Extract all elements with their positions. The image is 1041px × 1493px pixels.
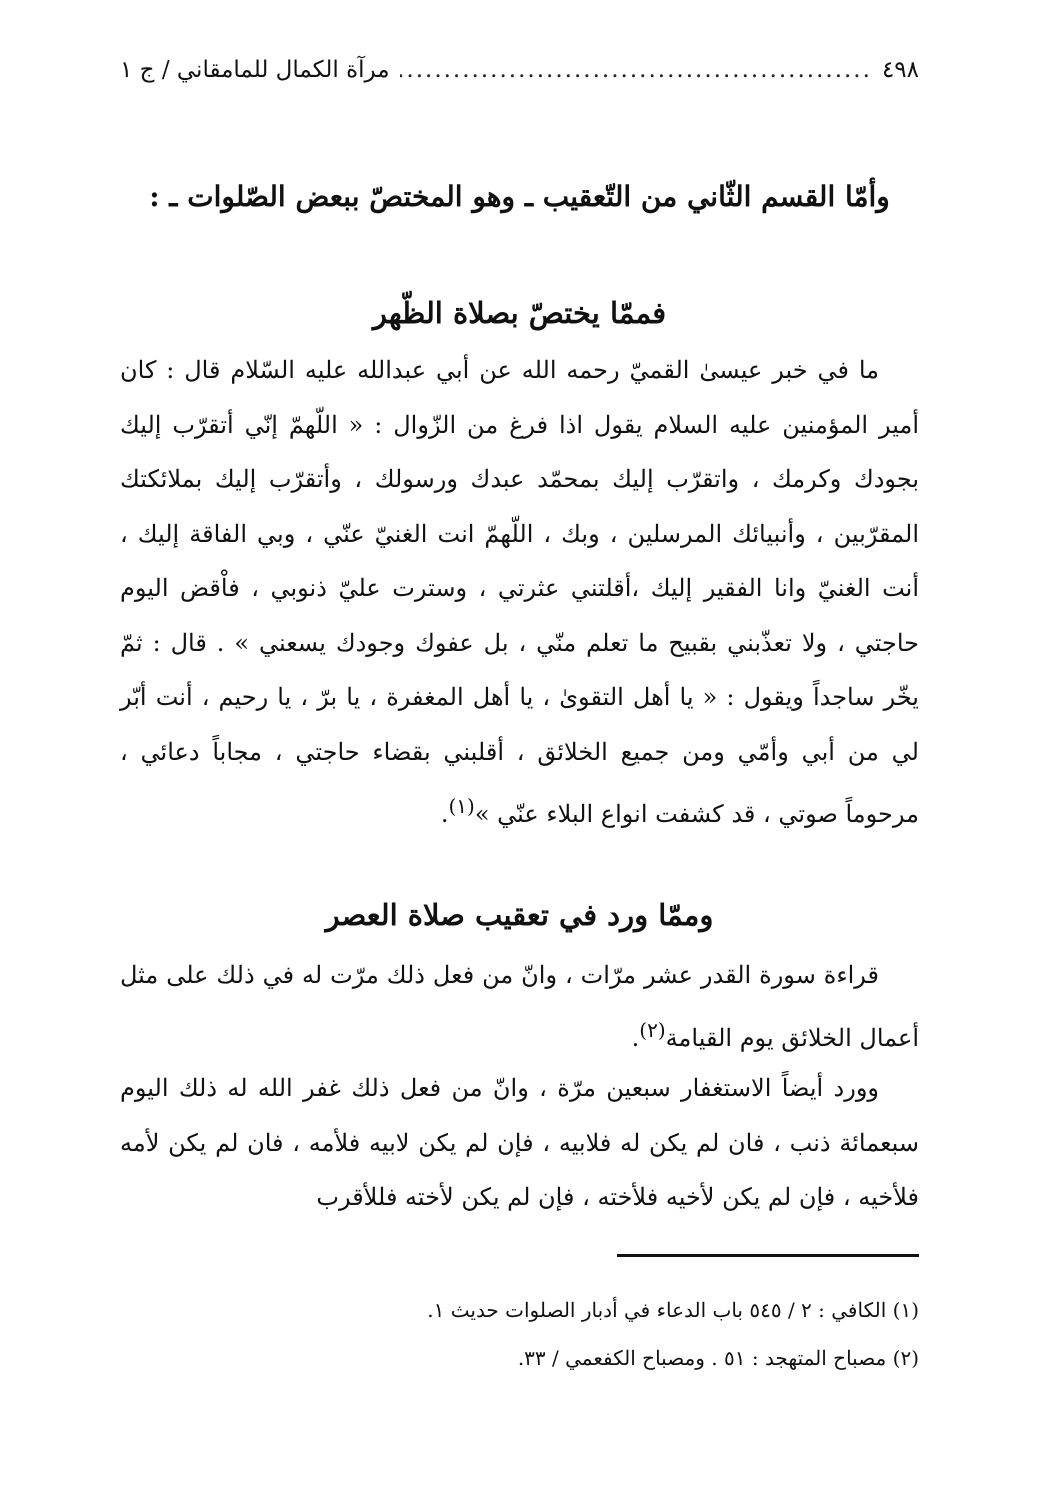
asr-paragraph-1-text: قراءة سورة القدر عشر مرّات ، وانّ من فعل ذلك مرّت له في ذلك على مثل أعمال الخلائق يوم القيامة <box>120 961 919 1052</box>
asr-paragraph-2: وورد أيضاً الاستغفار سبعين مرّة ، وانّ من فعل ذلك غفر الله له ذلك اليوم سبعمائة ذنب ، فان لم يكن له فلابيه ، فإن لم يكن لابيه فلأمه ، فان لم يكن لأمه فلأخيه ، فإن لم يكن لأخيه فلأخته ، فإن لم يكن لأخته فللأقرب <box>120 1074 919 1211</box>
footnote-2: (٢) مصباح المتهجد : ٥١ . ومصباح الكفعمي / ٣٣. <box>517 1346 919 1370</box>
footnote-separator <box>617 1254 919 1257</box>
zuhr-paragraph-end: . <box>440 800 449 828</box>
zuhr-paragraph-text: ما في خبر عيسىٰ القميّ رحمه الله عن أبي عبدالله عليه السّلام قال : كان أمير المؤمنين عليه السلام يقول اذا فرغ من الزّوال : « اللّهمّ إنّي أتقرّب إليك بجودك وكرمك ، واتقرّب إليك بمحمّد عبدك ورسولك ، وأتقرّب إليك بملائكتك المقرّبين ، وأنبيائك المرسلين ، وبك ، اللّهمّ انت الغنيّ عنّي ، وبي الفاقة إليك ، أنت الغنيّ وانا الفقير إليك ،أقلتني عثرتي ، وسترت عليّ ذنوبي ، فاْقض اليوم حاجتي ، ولا تعذّبني بقبيح ما تعلم منّي ، بل عفوك وجودك يسعني » . قال : ثمّ يخّر ساجداً ويقول : « يا أهل التقوىٰ ، يا أهل المغفرة ، يا برّ ، يا رحيم ، أنت أبّر لي من أبي وأمّي ومن جميع الخلائق ، أقلبني بقضاء حاجتي ، مجاباً دعائي ، مرحوماً صوتي ، قد كشفت انواع البلاء عنّي » <box>120 356 920 828</box>
asr-paragraph-1-end: . <box>631 1023 640 1052</box>
section-title: وأمّا القسم الثّاني من التّعقيب ـ وهو المختصّ ببعض الصّلوات ـ : <box>149 180 890 213</box>
asr-text-1 <box>120 948 919 1065</box>
zuhr-text <box>120 343 919 842</box>
book-title: مرآة الكمال للمامقاني / ج ١ <box>120 57 390 83</box>
asr-text-2 <box>120 1061 919 1225</box>
page-number: ٤٩٨ <box>881 57 919 83</box>
footnotes <box>120 1286 919 1382</box>
leader-dots <box>400 57 872 83</box>
footnote-ref-2[interactable]: (٢) <box>639 1017 666 1042</box>
asr-heading: وممّا ورد في تعقيب صلاة العصر <box>325 898 714 932</box>
footnote-ref-1[interactable]: (١) <box>448 794 475 818</box>
running-header <box>120 52 919 88</box>
asr-paragraph-1 <box>120 948 919 1065</box>
zuhr-heading: فممّا يختصّ بصلاة الظّهر <box>372 296 667 330</box>
zuhr-paragraph <box>120 343 919 842</box>
footnote-1: (١) الكافي : ٢ / ٥٤٥ باب الدعاء في أدبار الصلوات حديث ١. <box>427 1298 919 1322</box>
